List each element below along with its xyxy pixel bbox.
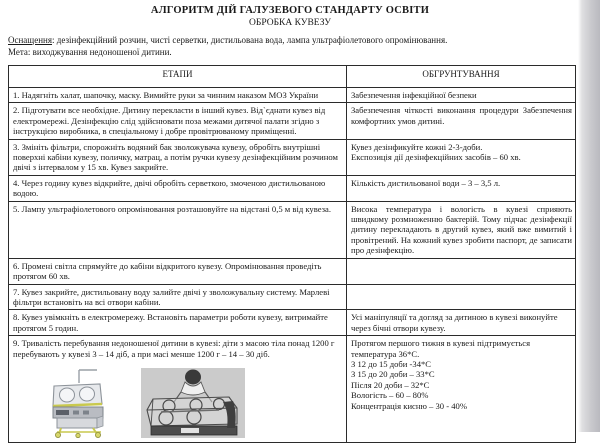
incubator-photo-icon (45, 366, 113, 438)
reason-line: З 12 до 15 доби -34*С (351, 358, 432, 369)
page-title: АЛГОРИТМ ДІЙ ГАЛУЗЕВОГО СТАНДАРТУ ОСВІТИ (150, 5, 430, 16)
figure-group (13, 362, 343, 440)
step-text: 7. Кувез закрийте, дистильовану воду залийте двічі у зволожувальну систему. Марлеві фільтри встановіть на всі отвори кабіни. (9, 284, 347, 310)
nurse-with-incubator-sketch-icon (141, 368, 245, 438)
reason-text (347, 284, 576, 310)
equipment-label: Оснащення (8, 35, 53, 45)
reason-line: З 15 до 20 доби – 33*С (351, 369, 435, 380)
reason-line: Кувез дезінфикуйте кожні 2-3-доби. (351, 141, 483, 152)
reason-text: Забезпечення інфекційної безпеки (347, 88, 576, 103)
page-subtitle: ОБРОБКА КУВЕЗУ (249, 18, 331, 28)
incubator-sketch-figure (141, 368, 245, 438)
table-row (9, 88, 576, 103)
table-row (9, 258, 576, 284)
table-row (9, 310, 576, 336)
reason-line: Експозиція дії дезінфекційних засобів – 60 хв. (351, 152, 521, 163)
reason-line: Вологість – 60 – 80% (351, 390, 429, 401)
table-row (9, 336, 576, 443)
table-row (9, 103, 576, 139)
step-text: 9. Тривалість перебування недоношеної дитини в кувезі: діти з масою тіла понад 1200 г перебувають у кувезі 3 – 14 діб, а при масі менше 1200 г – 14 – 30 діб. (13, 338, 335, 359)
reason-text: Усі маніпуляції та догляд за дитиною в кувезі виконуйте через бічні отвори кувезу. (347, 310, 576, 336)
equipment-line (8, 35, 574, 47)
reason-line: Після 20 доби – 32*С (351, 379, 430, 390)
table-row (9, 284, 576, 310)
table-row (9, 175, 576, 201)
step-text: 6. Промені світла спрямуйте до кабіни відкритого кувезу. Опромінювання проведіть протягом 60 хв. (9, 258, 347, 284)
table-row (9, 139, 576, 175)
step-text: 5. Лампу ультрафіолетового опромінювання розташовуйте на відстані 0,5 м від кувеза. (9, 201, 347, 258)
step-text: 4. Через годину кувез відкрийте, двічі обробіть серветкою, змоченою дистильованою водою. (9, 175, 347, 201)
reason-text: Висока температура і вологість в кувезі сприяють швидкому розмноженню бактерій. Тому підчас дезінфекції дитину перекладають в другий кувез, який вже вимитий і провітрений. На кожний кувез зробити паспорт, де записати про дезінфекцію. (347, 201, 576, 258)
reason-text (347, 139, 576, 175)
equipment-text: : дезінфекційний розчин, чисті серветки, дистильована вода, лампа ультрафіолетового опромінювання. (52, 35, 448, 45)
table-row (9, 201, 576, 258)
goal-line: Мета: виходжування недоношеної дитини. (8, 46, 172, 57)
step-text: 3. Змініть фільтри, спорожніть водяний бак зволожувача кувезу, обробіть внутрішні поверхні кабіни кувезу, поличку, матрац, а потім ручки кувезу дезінфекційним розчином двічі з інтервалом у 15 хв. Кувез закрийте. (9, 139, 347, 175)
column-header-steps: ЕТАПИ (9, 66, 347, 88)
reason-line: Протягом першого тижня в кувезі підтримується температура 36*С. (351, 338, 531, 359)
algorithm-table (8, 65, 576, 443)
reason-text: Кількість дистильованої води – 3 – 3,5 л. (347, 175, 576, 201)
equipment-section (6, 35, 574, 58)
step-text: 8. Кувез увімкніть в електромережу. Встановіть параметри роботи кувезу, витримайте протягом 5 годин. (9, 310, 347, 336)
incubator-photo-figure (45, 366, 113, 438)
step-text: 1. Надягніть халат, шапочку, маску. Вимийте руки за чинним наказом МОЗ України (9, 88, 347, 103)
table-header-row (9, 66, 576, 88)
reason-line: Концентрація кисню – 30 - 40% (351, 400, 467, 411)
viewer-background-edge (578, 0, 600, 432)
reason-text (347, 336, 576, 443)
column-header-reason: ОБГРУНТУВАННЯ (347, 66, 576, 88)
reason-text: Забезпечення чіткості виконання процедури Забезпечення комфортних умов дитині. (347, 103, 576, 139)
reason-text (347, 258, 576, 284)
step-cell-with-figures (9, 336, 347, 443)
step-text: 2. Підготувати все необхідне. Дитину перекласти в інший кувез. Від`єднати кувез від електромережі. Дезінфекцію слід здійснювати поза межами дитячої палати згідно з інструкцією виробника, в спеціальному і добре провітрюваному приміщенні. (9, 103, 347, 139)
